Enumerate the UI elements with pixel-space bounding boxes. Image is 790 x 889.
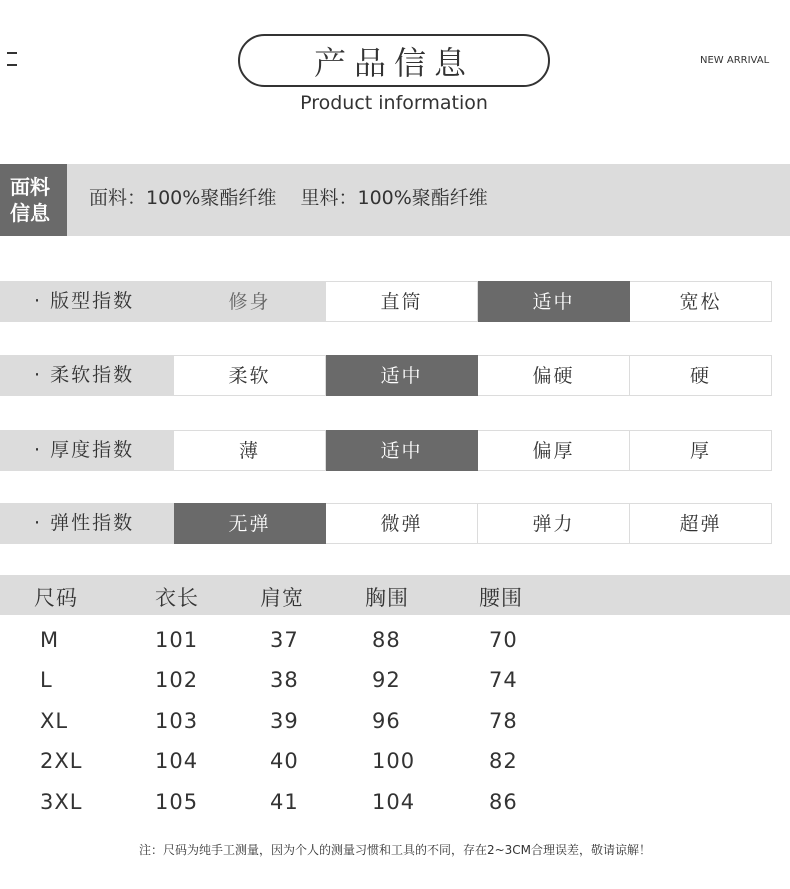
fabric-label-line2: 信息 bbox=[10, 201, 50, 225]
size-value-cell: 102 bbox=[155, 668, 199, 692]
size-value-cell: 105 bbox=[155, 790, 199, 814]
fabric-info-label bbox=[0, 164, 67, 236]
index-option: 薄 bbox=[174, 430, 326, 471]
index-row-fit bbox=[0, 281, 772, 322]
size-value-cell: 104 bbox=[155, 749, 199, 773]
index-option: 柔软 bbox=[174, 355, 326, 396]
index-label: · 弹性指数 bbox=[0, 503, 174, 544]
size-label-cell: M bbox=[40, 628, 60, 652]
size-value-cell: 40 bbox=[270, 749, 299, 773]
section-title bbox=[238, 34, 550, 87]
index-option: 适中 bbox=[326, 430, 478, 471]
size-value-cell: 100 bbox=[372, 749, 416, 773]
size-value-cell: 104 bbox=[372, 790, 416, 814]
size-label-cell: XL bbox=[40, 709, 69, 733]
index-option: 厚 bbox=[630, 430, 772, 471]
size-header-cell: 肩宽 bbox=[260, 586, 304, 610]
section-title-text: 产品信息 bbox=[313, 43, 474, 82]
size-header-cell: 腰围 bbox=[479, 586, 523, 610]
index-option: 无弹 bbox=[174, 503, 326, 544]
size-value-cell: 82 bbox=[489, 749, 518, 773]
index-option: 修身 bbox=[174, 281, 326, 322]
size-value-cell: 70 bbox=[489, 628, 518, 652]
fabric-composition: 面料：100%聚酯纤维 里料：100%聚酯纤维 bbox=[89, 187, 488, 209]
index-option: 微弹 bbox=[326, 503, 478, 544]
index-option: 超弹 bbox=[630, 503, 772, 544]
decorative-mark bbox=[7, 52, 17, 66]
size-value-cell: 86 bbox=[489, 790, 518, 814]
size-label-cell: L bbox=[40, 668, 53, 692]
size-value-cell: 74 bbox=[489, 668, 518, 692]
size-header-cell: 胸围 bbox=[365, 586, 409, 610]
index-row-thickness bbox=[0, 430, 772, 471]
size-value-cell: 96 bbox=[372, 709, 401, 733]
new-arrival-badge: NEW ARRIVAL bbox=[700, 55, 770, 66]
size-value-cell: 78 bbox=[489, 709, 518, 733]
index-option: 直筒 bbox=[326, 281, 478, 322]
size-value-cell: 39 bbox=[270, 709, 299, 733]
size-label-cell: 3XL bbox=[40, 790, 83, 814]
index-row-elasticity bbox=[0, 503, 772, 544]
size-header-cell: 衣长 bbox=[155, 586, 199, 610]
size-value-cell: 101 bbox=[155, 628, 199, 652]
index-option: 偏厚 bbox=[478, 430, 630, 471]
index-option: 适中 bbox=[478, 281, 630, 322]
measurement-note: 注：尺码为纯手工测量，因为个人的测量习惯和工具的不同，存在2~3CM合理误差，敬请谅解！ bbox=[138, 843, 652, 857]
index-label: · 厚度指数 bbox=[0, 430, 174, 471]
size-value-cell: 37 bbox=[270, 628, 299, 652]
index-row-softness bbox=[0, 355, 772, 396]
index-option: 弹力 bbox=[478, 503, 630, 544]
index-option: 适中 bbox=[326, 355, 478, 396]
section-subtitle: Product information bbox=[300, 92, 488, 114]
fabric-label-line1: 面料 bbox=[10, 175, 50, 199]
index-label: · 柔软指数 bbox=[0, 355, 174, 396]
size-header-cell: 尺码 bbox=[34, 586, 78, 610]
size-value-cell: 103 bbox=[155, 709, 199, 733]
index-option: 硬 bbox=[630, 355, 772, 396]
index-option: 宽松 bbox=[630, 281, 772, 322]
index-label: · 版型指数 bbox=[0, 281, 174, 322]
index-option: 偏硬 bbox=[478, 355, 630, 396]
size-label-cell: 2XL bbox=[40, 749, 83, 773]
size-value-cell: 88 bbox=[372, 628, 401, 652]
size-value-cell: 41 bbox=[270, 790, 299, 814]
size-value-cell: 38 bbox=[270, 668, 299, 692]
size-value-cell: 92 bbox=[372, 668, 401, 692]
